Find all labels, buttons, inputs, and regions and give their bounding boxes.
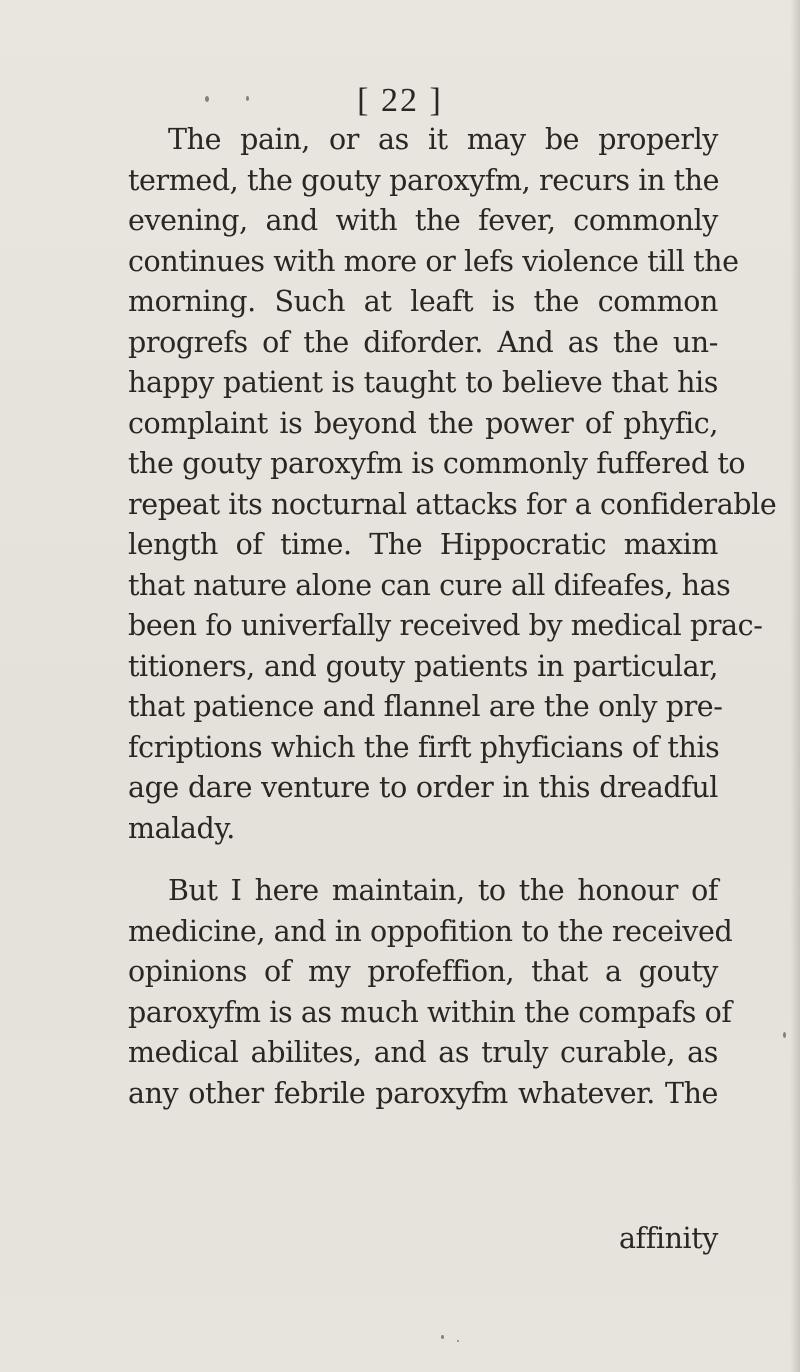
text-line: complaint is beyond the power of phyfic, <box>128 406 718 440</box>
paper-speck <box>457 1340 459 1342</box>
paragraph-1 <box>128 120 777 849</box>
text-line: The pain, or as it may be properly <box>168 123 718 156</box>
text-line: malady. <box>128 811 235 845</box>
paper-speck <box>783 1032 786 1038</box>
text-line: opinions of my profeffion, that a gouty <box>128 955 718 988</box>
text-line: medicine, and in oppofition to the received <box>128 914 733 948</box>
paper-speck <box>246 96 249 101</box>
text-line: termed, the gouty paroxyfm, recurs in the <box>128 163 720 197</box>
text-line: age dare venture to order in this dreadful <box>128 771 718 804</box>
text-line: fcriptions which the firft phyficians of this <box>128 730 720 764</box>
text-line: happy patient is taught to believe that his <box>128 366 718 399</box>
text-line: evening, and with the fever, commonly <box>128 204 718 237</box>
text-line: paroxyfm is as much within the compafs of <box>128 995 732 1029</box>
text-line: But I here maintain, to the honour of <box>168 874 718 907</box>
page-number: [ 22 ] <box>357 82 443 119</box>
paragraph-2 <box>128 871 733 1114</box>
catchword: affinity <box>618 1222 718 1255</box>
text-line: titioners, and gouty patients in particular, <box>128 649 718 683</box>
page-edge-shadow <box>790 0 800 1372</box>
paper-speck <box>205 96 209 102</box>
text-line: morning. Such at leaft is the common <box>128 285 718 318</box>
text-line: the gouty paroxyfm is commonly fuffered to <box>128 447 746 480</box>
text-line: length of time. The Hippocratic maxim <box>128 528 718 561</box>
body-text <box>128 120 777 1114</box>
text-line: been fo univerfally received by medical prac- <box>128 609 763 642</box>
text-line: that patience and flannel are the only pre- <box>128 690 723 723</box>
paper-speck <box>441 1335 444 1339</box>
text-line: that nature alone can cure all difeafes, has <box>128 568 731 602</box>
text-line: any other febrile paroxyfm whatever. The <box>128 1076 718 1110</box>
text-line: repeat its nocturnal attacks for a confiderable <box>128 487 777 521</box>
text-line: medical abilites, and as truly curable, as <box>128 1036 718 1069</box>
text-line: continues with more or lefs violence till the <box>128 244 739 278</box>
text-line: progrefs of the diforder. And as the un- <box>128 325 718 359</box>
